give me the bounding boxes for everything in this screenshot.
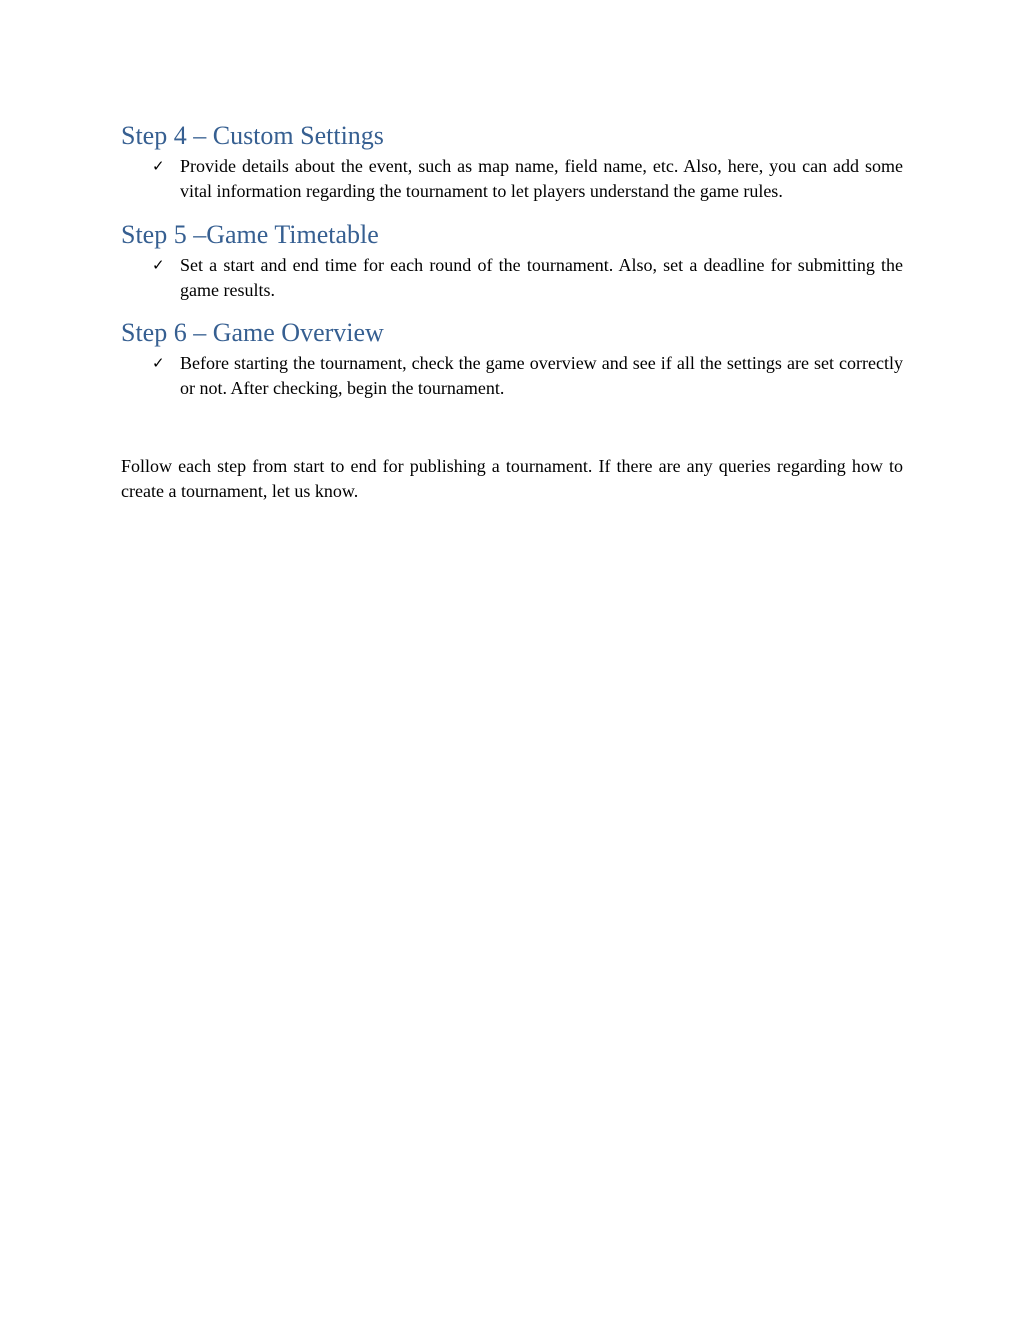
closing-paragraph: Follow each step from start to end for publishing a tournament. If there are any queries regarding how to create a tournament, let us know. [121, 456, 903, 501]
list-item [121, 154, 903, 204]
section-step-5 [121, 217, 903, 303]
bullet-text: Provide details about the event, such as map name, field name, etc. Also, here, you can add some vital information regarding the tournament to let players understand the game rules. [180, 156, 903, 201]
section-heading: Step 4 – Custom Settings [121, 121, 384, 150]
section-step-6 [121, 315, 903, 401]
bullet-list [121, 351, 903, 401]
check-icon: ✓ [152, 157, 165, 175]
list-item [121, 351, 903, 401]
bullet-list [121, 154, 903, 204]
document-page [121, 118, 903, 504]
check-icon: ✓ [152, 354, 165, 372]
list-item [121, 253, 903, 303]
section-heading: Step 5 –Game Timetable [121, 220, 379, 249]
bullet-text: Set a start and end time for each round of the tournament. Also, set a deadline for submitting the game results. [180, 255, 903, 300]
section-heading: Step 6 – Game Overview [121, 318, 384, 347]
bullet-text: Before starting the tournament, check the game overview and see if all the settings are set correctly or not. After checking, begin the tournament. [180, 353, 903, 398]
bullet-list [121, 253, 903, 303]
section-step-4 [121, 118, 903, 204]
check-icon: ✓ [152, 256, 165, 274]
